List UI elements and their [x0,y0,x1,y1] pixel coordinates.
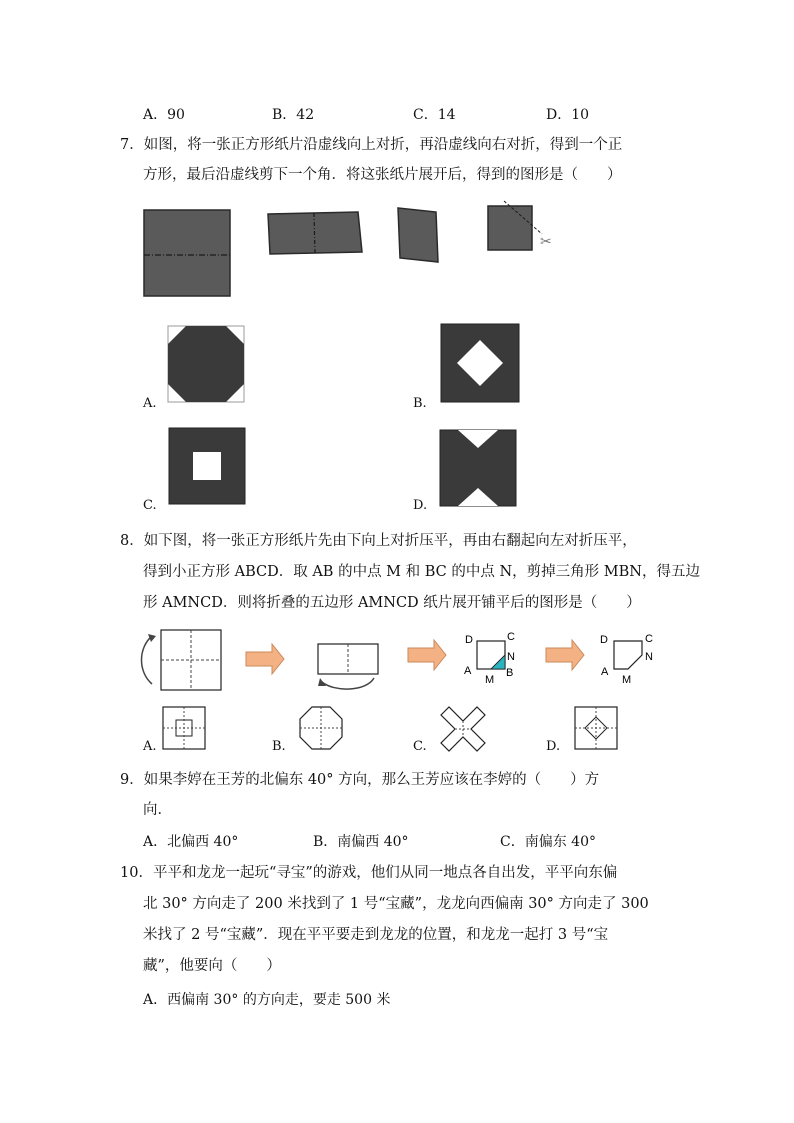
label2-n: N [645,651,653,663]
right-arrow-icon-1 [246,644,284,674]
q8-option-a-figure [163,707,205,749]
q10-line-3: 米找了 2 号“宝藏”．现在平平要走到龙龙的位置，和龙龙一起打 3 号“宝 [143,927,609,943]
q6-option-b: B．42 [272,107,315,123]
q8-option-b-label: B. [272,739,286,754]
label-d: D [465,634,473,646]
q8-fold-sequence-figure [134,626,694,694]
label2-a: A [601,666,609,678]
q7-line-1: 7．如图，将一张正方形纸片沿虚线向上对折，再沿虚线向右对折，得到一个正 [120,137,623,153]
quarter-folded-paper [398,208,438,262]
q7-option-c-label: C. [143,498,157,513]
label2-c: C [645,633,653,645]
q8-option-d-label: D. [546,739,561,754]
q7-option-d-label: D. [413,498,428,513]
q9-option-b: B．南偏西 40° [313,834,409,850]
q8-line-1: 8．如下图，将一张正方形纸片先由下向上对折压平，再由右翻起向左对折压平， [120,533,637,549]
q10-line-2: 北 30° 方向走了 200 米找到了 1 号“宝藏”，龙龙向西偏南 30° 方向走了 300 [143,896,649,912]
label2-m: M [622,674,632,686]
q7-line-2: 方形，最后沿虚线剪下一个角．将这张纸片展开后，得到的图形是（ ） [143,167,622,183]
label-c: C [507,631,515,643]
label-a: A [464,665,472,677]
q8-option-b-figure [300,707,342,749]
q10-line-4: 藏”，他要向（ ） [143,958,281,974]
q6-option-d: D．10 [546,107,590,123]
q9-option-a: A．北偏西 40° [143,834,239,850]
flip-up-arrow-icon [142,636,153,684]
q9-line-1: 9．如果李婷在王芳的北偏东 40° 方向，那么王芳应该在李婷的（ ）方 [120,772,600,788]
q8-option-c-label: C. [413,739,427,754]
q7-option-d-figure [440,430,516,506]
q7-option-c-figure [169,428,245,504]
pentagon-amncd [614,641,642,669]
q6-option-c: C．14 [413,107,456,123]
q10-line-1: 10．平平和龙龙一起玩“寻宝”的游戏，他们从同一地点各自出发，平平向东偏 [120,865,618,881]
q7-fold-sequence-figure [140,200,570,305]
q7-option-b-figure [441,324,519,402]
q7-option-b-label: B. [413,396,427,411]
q10-option-a: A．西偏南 30° 的方向走，要走 500 米 [143,992,391,1008]
flip-left-arrow-icon [322,678,374,689]
q8-line-2: 得到小正方形 ABCD．取 AB 的中点 M 和 BC 的中点 N，剪掉三角形 MBN，得五边 [143,564,700,580]
q9-line-2: 向． [143,802,172,818]
label2-d: D [600,634,608,646]
small-square-paper [488,206,532,250]
label-b: B [506,667,514,679]
q8-option-d-figure [575,707,617,749]
label-n: N [507,651,515,663]
q6-option-a: A．90 [143,107,185,123]
q8-option-a-label: A. [143,739,157,754]
q8-line-3: 形 AMNCD．则将折叠的五边形 AMNCD 纸片展开铺平后的图形是（ ） [143,595,641,611]
q8-option-c-figure [441,707,485,751]
q7-option-a-figure [168,326,244,402]
scissors-icon: ✂ [540,234,552,250]
full-square-paper [144,210,230,296]
right-arrow-icon-3 [546,640,584,670]
right-arrow-icon-2 [408,640,446,670]
q7-option-a-label: A. [143,396,157,411]
q9-option-c: C．南偏东 40° [500,834,596,850]
label-m: M [485,674,495,686]
